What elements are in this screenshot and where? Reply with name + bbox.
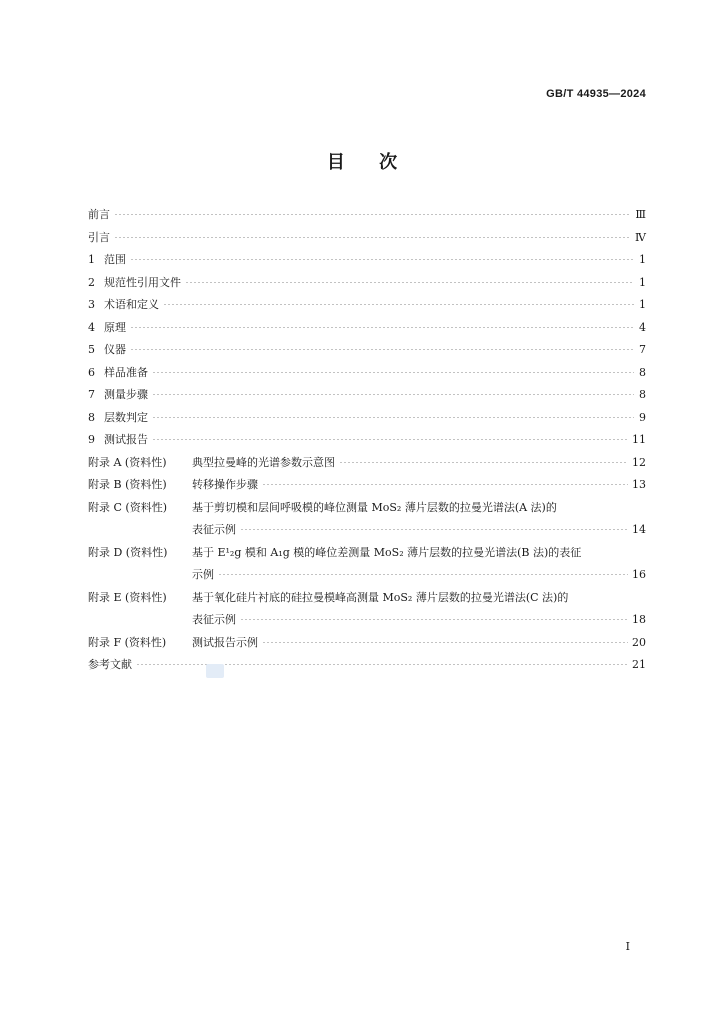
dot-leader [240, 619, 628, 620]
dot-leader [163, 304, 634, 305]
dot-leader [114, 237, 631, 238]
toc-appendix-prefix: 附录 B (资料性) [88, 478, 167, 491]
toc-entry-label: 前言 [88, 208, 110, 221]
toc-entry-number: 6 [88, 365, 95, 379]
toc-page-number: 7 [639, 343, 646, 356]
toc-page-number: Ⅲ [635, 208, 646, 221]
toc-page-number: 11 [632, 433, 646, 446]
toc-entry-label: 术语和定义 [104, 298, 159, 311]
toc-entry-continuation [88, 519, 646, 542]
toc-entry [88, 542, 646, 565]
toc-appendix-prefix: 附录 D (资料性) [88, 545, 168, 559]
toc-entry-label: 参考文献 [88, 658, 132, 671]
toc-entry-label: 测量步骤 [104, 388, 148, 401]
dot-leader [339, 462, 628, 463]
toc-entry [88, 362, 646, 385]
dot-leader [130, 349, 634, 350]
toc-entry-number: 5 [88, 343, 95, 356]
toc-entry [88, 452, 646, 475]
toc-entry-continuation [88, 564, 646, 587]
toc-entry-number: 4 [88, 320, 95, 334]
toc-page-number: 16 [632, 568, 646, 581]
toc-entry [88, 384, 646, 407]
toc-entry-label: 仪器 [104, 343, 126, 356]
toc-entry [88, 272, 646, 295]
toc-entry-number: 3 [88, 298, 95, 311]
toc-entry-number: 2 [88, 275, 95, 289]
toc-entry [88, 227, 646, 250]
page-title: 目 次 [326, 152, 398, 173]
toc-page-number: 21 [632, 658, 646, 671]
toc-entry [88, 654, 646, 677]
toc-entry-label: 测试报告示例 [192, 635, 258, 649]
toc-entry [88, 294, 646, 317]
toc-entry-label: 基于氧化硅片衬底的硅拉曼模峰高测量 MoS₂ 薄片层数的拉曼光谱法(C 法)的 [192, 590, 569, 604]
toc-entry [88, 204, 646, 227]
toc-entry-label: 典型拉曼峰的光谱参数示意图 [192, 455, 335, 469]
toc-entry-number: 1 [88, 253, 95, 266]
toc-entry-label: 层数判定 [104, 410, 148, 424]
dot-leader [262, 484, 628, 485]
toc-page-number: 1 [639, 253, 646, 266]
toc-entry-label: 规范性引用文件 [104, 275, 181, 289]
toc-entry-label: 范围 [104, 253, 126, 266]
dot-leader [130, 259, 634, 260]
toc-entry-label: 样品准备 [104, 365, 148, 379]
toc-page-number: 13 [632, 478, 646, 491]
toc-entry-continuation [88, 609, 646, 632]
toc-entry [88, 407, 646, 430]
toc-page-number: 8 [639, 365, 646, 379]
toc-entry [88, 587, 646, 610]
toc-entry-label: 引言 [88, 230, 110, 244]
table-of-contents [88, 204, 646, 677]
toc-entry-label: 表征示例 [192, 523, 236, 536]
toc-entry-number: 8 [88, 410, 95, 424]
toc-entry [88, 497, 646, 520]
toc-entry [88, 249, 646, 272]
toc-entry-number: 7 [88, 388, 95, 401]
toc-entry-label: 原理 [104, 320, 126, 334]
toc-page-number: 14 [632, 523, 646, 536]
toc-entry [88, 317, 646, 340]
watermark-stamp [206, 664, 224, 678]
toc-page-number: 4 [639, 320, 646, 334]
toc-page-number: 18 [632, 613, 646, 626]
dot-leader [152, 394, 634, 395]
dot-leader [152, 372, 634, 373]
toc-entry-number: 9 [88, 433, 95, 446]
toc-page-number: 1 [639, 298, 646, 311]
toc-page-number: Ⅳ [635, 230, 646, 244]
page-number: I [625, 940, 630, 953]
toc-appendix-prefix: 附录 A (资料性) [88, 455, 167, 469]
dot-leader [262, 642, 628, 643]
dot-leader [130, 327, 634, 328]
toc-entry [88, 339, 646, 362]
toc-appendix-prefix: 附录 C (资料性) [88, 500, 167, 514]
toc-entry-label: 测试报告 [104, 433, 148, 446]
dot-leader [114, 214, 631, 215]
toc-page-number: 1 [639, 275, 646, 289]
toc-entry-label: 基于剪切模和层间呼吸模的峰位测量 MoS₂ 薄片层数的拉曼光谱法(A 法)的 [192, 500, 557, 514]
toc-appendix-prefix: 附录 F (资料性) [88, 635, 167, 649]
toc-entry-label: 示例 [192, 568, 214, 581]
dot-leader [185, 282, 634, 283]
toc-page-number: 9 [639, 410, 646, 424]
standard-number: GB/T 44935—2024 [546, 88, 646, 100]
toc-entry-label: 转移操作步骤 [192, 478, 258, 491]
toc-appendix-prefix: 附录 E (资料性) [88, 590, 167, 604]
toc-page-number: 12 [632, 455, 646, 469]
toc-entry-label: 基于 E¹₂g 模和 A₁g 模的峰位差测量 MoS₂ 薄片层数的拉曼光谱法(B 法)的表征 [192, 545, 582, 559]
toc-entry [88, 429, 646, 452]
dot-leader [152, 417, 634, 418]
dot-leader [240, 529, 628, 530]
dot-leader [218, 574, 628, 575]
toc-entry [88, 632, 646, 655]
toc-entry [88, 474, 646, 497]
toc-page-number: 8 [639, 388, 646, 401]
dot-leader [152, 439, 628, 440]
toc-page-number: 20 [632, 635, 646, 649]
toc-entry-label: 表征示例 [192, 613, 236, 626]
